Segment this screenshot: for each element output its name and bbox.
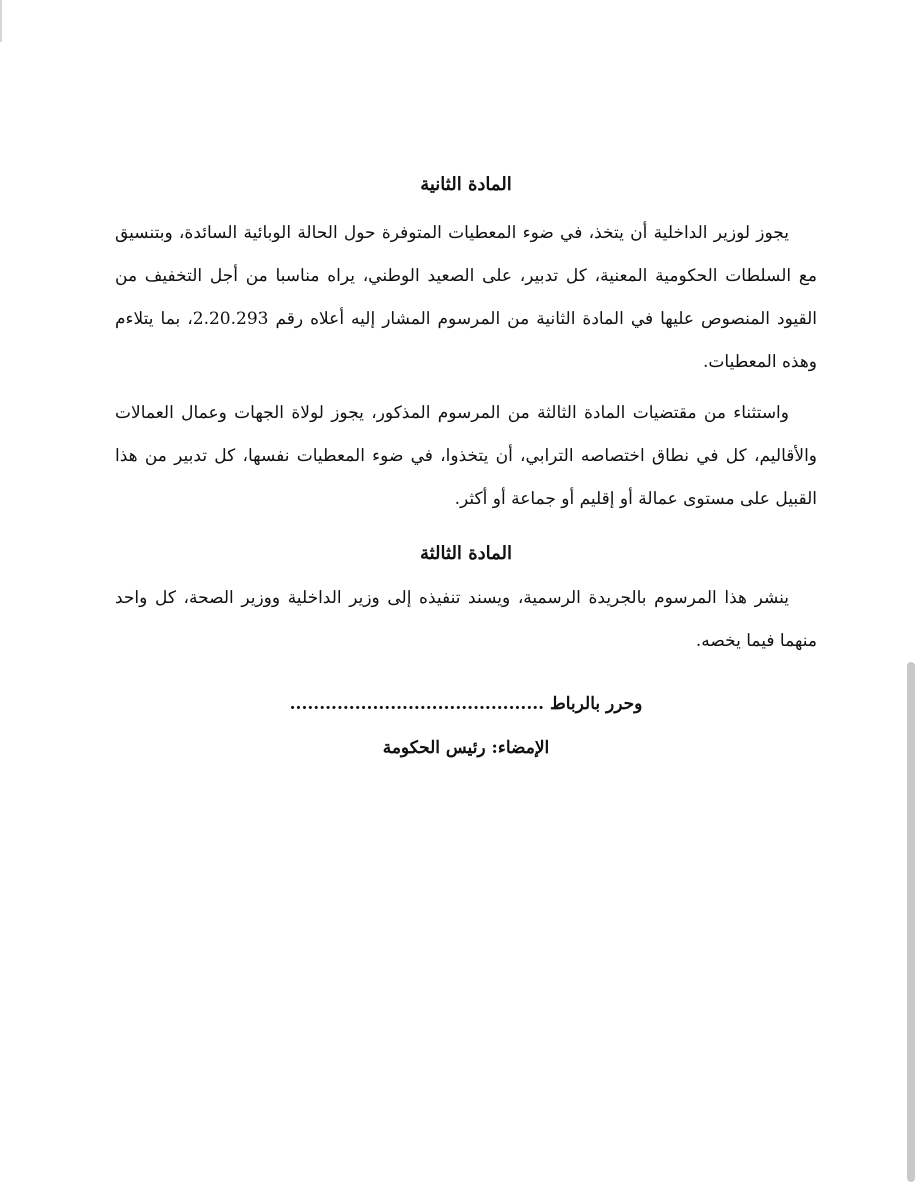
article-three-paragraph-1: ينشر هذا المرسوم بالجريدة الرسمية، ويسند تنفيذه إلى وزير الداخلية ووزير الصحة، كل واحد منهما فيما يخصه.: [115, 588, 817, 651]
place-label: وحرر بالرباط: [550, 694, 643, 714]
decree-text: [115, 160, 817, 765]
signature-line: الإمضاء: رئيس الحكومة: [382, 738, 550, 758]
article-two-paragraph-1: يجوز لوزير الداخلية أن يتخذ، في ضوء المعطيات المتوفرة حول الحالة الوبائية السائدة، وبتنسيق مع السلطات الحكومية المعنية، كل تدبير، على الصعيد الوطني، يراه مناسبا من أجل التخفيف من القيود المنصوص عليها في المادة الثانية من المرسوم المشار إليه أعلاه رقم 2.20.293، بما يتلاءم وهذه المعطيات.: [115, 223, 817, 372]
place-of-signature: [115, 687, 817, 721]
article-two-heading: المادة الثانية: [420, 174, 512, 195]
article-three-heading: المادة الثالثة: [419, 543, 513, 564]
place-dotted-line: ...........................................: [289, 694, 545, 714]
page-edge-mark: [0, 0, 2, 42]
article-two-paragraph-2: واستثناء من مقتضيات المادة الثالثة من المرسوم المذكور، يجوز لولاة الجهات وعمال العمالات والأقاليم، كل في نطاق اختصاصه الترابي، أن يتخذوا، في ضوء المعطيات نفسها، كل تدبير من هذا القبيل على مستوى عمالة أو إقليم أو جماعة أو أكثر.: [115, 403, 817, 509]
vertical-scrollbar[interactable]: [907, 662, 915, 1182]
